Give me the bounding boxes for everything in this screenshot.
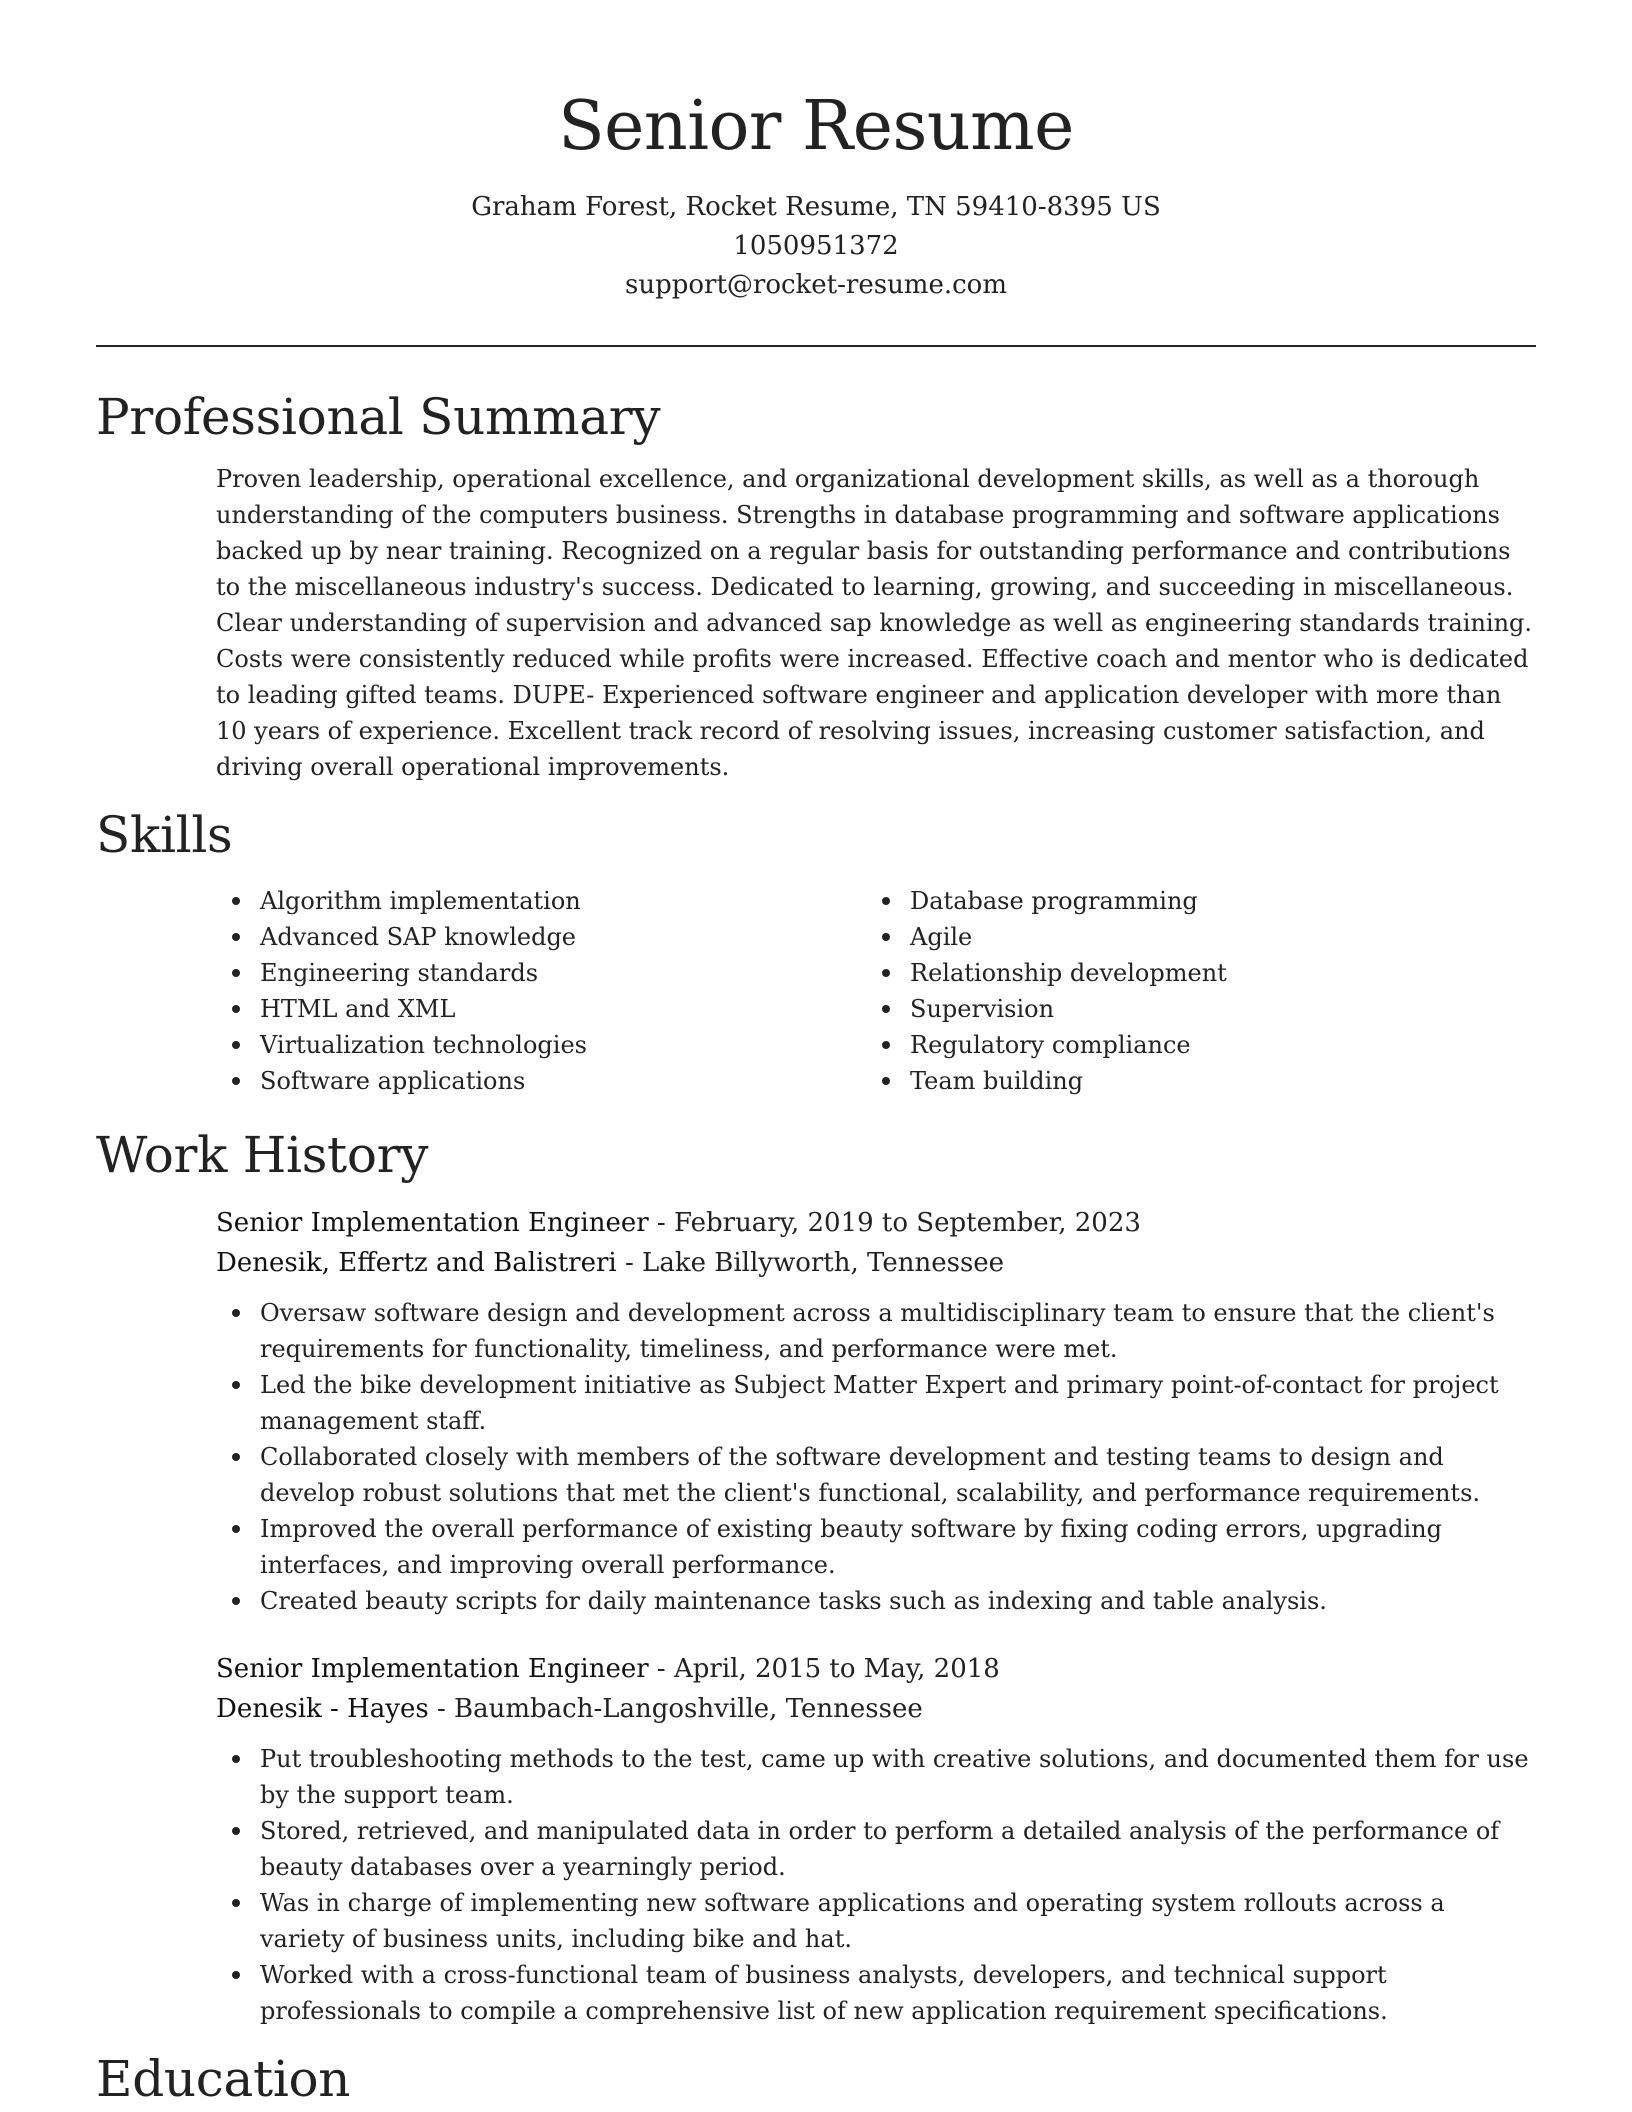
job-bullets xyxy=(216,1741,1536,2029)
resume-title: Senior Resume xyxy=(558,87,1074,166)
skills-list xyxy=(216,883,1536,1099)
job-dates: - April, 2015 to May, 2018 xyxy=(648,1654,1000,1684)
skill-item: Agile xyxy=(866,919,1536,955)
list-item: Stored, retrieved, and manipulated data in order to perform a detailed analysis of the performance of beauty databases over a yearningly period. xyxy=(216,1813,1536,1885)
list-item: Collaborated closely with members of the software development and testing teams to design and develop robust solutions that met the client's functional, scalability, and performance requirements. xyxy=(216,1439,1536,1511)
list-item: Improved the overall performance of existing beauty software by fixing coding errors, upgrading interfaces, and improving overall performance. xyxy=(216,1511,1536,1583)
contact-address: Graham Forest, Rocket Resume, TN 59410-8395 US xyxy=(471,192,1161,222)
skill-item: Team building xyxy=(866,1063,1536,1099)
skill-item: Virtualization technologies xyxy=(216,1027,866,1063)
skill-item: Relationship development xyxy=(866,955,1536,991)
skills-heading: Skills xyxy=(96,806,233,864)
job-entry xyxy=(216,1203,1536,1619)
contact-email: support@rocket-resume.com xyxy=(624,270,1007,300)
list-item: Put troubleshooting methods to the test, came up with creative solutions, and documented them for use by the support team. xyxy=(216,1741,1536,1813)
list-item: Created beauty scripts for daily maintenance tasks such as indexing and table analysis. xyxy=(216,1583,1536,1619)
skill-item: Engineering standards xyxy=(216,955,866,991)
job-company-line xyxy=(216,1689,1536,1729)
job-entry xyxy=(216,1649,1536,2029)
job-title-line xyxy=(216,1203,1536,1243)
job-bullets xyxy=(216,1295,1536,1619)
job-company: Denesik - Hayes xyxy=(216,1694,429,1724)
skill-item: Advanced SAP knowledge xyxy=(216,919,866,955)
job-dates: - February, 2019 to September, 2023 xyxy=(648,1208,1141,1238)
job-role: Senior Implementation Engineer xyxy=(216,1654,649,1684)
work-history-heading: Work History xyxy=(96,1126,429,1184)
skill-item: Supervision xyxy=(866,991,1536,1027)
job-location: - Lake Billyworth, Tennessee xyxy=(616,1248,1005,1278)
skill-item: HTML and XML xyxy=(216,991,866,1027)
job-company: Denesik, Effertz and Balistreri xyxy=(216,1248,617,1278)
skill-item: Algorithm implementation xyxy=(216,883,866,919)
job-company-line xyxy=(216,1243,1536,1283)
education-heading: Education xyxy=(96,2050,351,2108)
job-role: Senior Implementation Engineer xyxy=(216,1208,649,1238)
skill-item: Regulatory compliance xyxy=(866,1027,1536,1063)
list-item: Oversaw software design and development across a multidisciplinary team to ensure that the client's requirements for functionality, timeliness, and performance were met. xyxy=(216,1295,1536,1367)
list-item: Worked with a cross-functional team of business analysts, developers, and technical support professionals to compile a comprehensive list of new application requirement specifications. xyxy=(216,1957,1536,2029)
contact-phone: 1050951372 xyxy=(733,231,899,261)
header-divider xyxy=(96,345,1536,347)
job-title-line xyxy=(216,1649,1536,1689)
skills-column-left xyxy=(216,883,866,1099)
list-item: Led the bike development initiative as Subject Matter Expert and primary point-of-contact for project management staff. xyxy=(216,1367,1536,1439)
summary-heading: Professional Summary xyxy=(96,388,661,446)
skill-item: Database programming xyxy=(866,883,1536,919)
job-location: - Baumbach-Langoshville, Tennessee xyxy=(428,1694,923,1724)
resume-header xyxy=(96,0,1536,305)
list-item: Was in charge of implementing new software applications and operating system rollouts across a variety of business units, including bike and hat. xyxy=(216,1885,1536,1957)
summary-text: Proven leadership, operational excellence, and organizational development skills, as well as a thorough understanding of the computers business. Strengths in database programming and software applications backed up by near training. Recognized on a regular basis for outstanding performance and contributions to the miscellaneous industry's success. Dedicated to learning, growing, and succeeding in miscellaneous. Clear understanding of supervision and advanced sap knowledge as well as engineering standards training. Costs were consistently reduced while profits were increased. Effective coach and mentor who is dedicated to leading gifted teams. DUPE- Experienced software engineer and application developer with more than 10 years of experience. Excellent track record of resolving issues, increasing customer satisfaction, and driving overall operational improvements. xyxy=(216,465,1533,781)
skill-item: Software applications xyxy=(216,1063,866,1099)
skills-column-right xyxy=(866,883,1536,1099)
